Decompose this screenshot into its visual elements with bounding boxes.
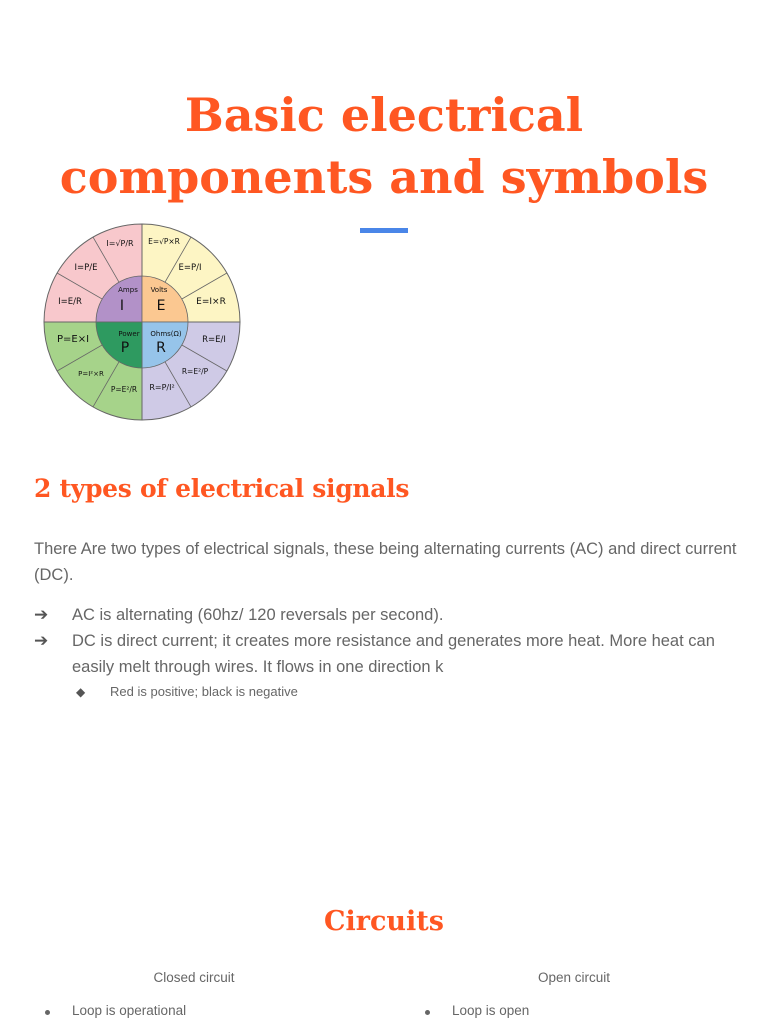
bullet-text-ac: AC is alternating (60hz/ 120 reversals per second). [72, 606, 444, 624]
formula-r-e2-over-p: R=E²/P [181, 367, 209, 376]
formula-r-p-over-i2: R=P/I² [149, 383, 175, 392]
title-line-1: Basic electrical [184, 88, 584, 142]
closed-circuit-item: Loop is operational [72, 1003, 187, 1018]
list-item [34, 628, 744, 680]
formula-p-i2-r: P=I²×R [78, 370, 104, 378]
bullet-dot-icon [425, 1010, 430, 1015]
amps-label: Amps [118, 286, 138, 294]
bullet-text-dc: DC is direct current; it creates more resistance and generates more heat. More heat can easily melt through wires. It flows in one direction k [72, 632, 715, 676]
title-divider [360, 228, 408, 233]
list-item [34, 602, 744, 628]
formula-e-p-over-i: E=P/I [178, 263, 202, 273]
signals-bullet-list [34, 602, 744, 703]
arrow-icon: ➔ [34, 605, 49, 624]
ohms-law-wheel [42, 222, 242, 422]
formula-p-e-i: P=E×I [56, 334, 90, 345]
ohms-label: Ohms(Ω) [150, 330, 182, 338]
arrow-icon: ➔ [34, 631, 49, 650]
circuits-heading: Circuits [324, 906, 444, 937]
power-label: Power [118, 330, 140, 338]
open-circuit-item: Loop is open [452, 1003, 530, 1018]
signals-heading: 2 types of electrical signals [34, 474, 410, 503]
open-circuit-label: Open circuit [537, 970, 611, 985]
bullet-dot-icon [45, 1010, 50, 1015]
sub-list-item [34, 681, 744, 703]
formula-r-e-over-i: R=E/I [202, 335, 226, 345]
ohms-symbol: R [156, 340, 166, 356]
power-symbol: P [120, 340, 130, 356]
signals-paragraph: There Are two types of electrical signals, these being alternating currents (AC) and direct current (DC). [34, 540, 737, 584]
formula-p-e2-over-r: P=E²/R [110, 385, 138, 394]
formula-e-i-r: E=I×R [196, 297, 226, 307]
title-line-2: components and symbols [59, 150, 709, 204]
formula-e-sqrt-pr: E=√P×R [148, 237, 180, 246]
amps-symbol: I [119, 298, 125, 314]
closed-circuit-label: Closed circuit [153, 970, 235, 985]
formula-i-sqrt-p-over-r: I=√P/R [106, 239, 134, 248]
volts-label: Volts [150, 286, 168, 294]
diamond-icon: ◆ [76, 685, 86, 699]
sub-bullet-text: Red is positive; black is negative [110, 684, 298, 699]
formula-i-e-over-r: I=E/R [58, 297, 82, 307]
formula-i-p-over-e: I=P/E [74, 263, 98, 273]
page-title [0, 84, 768, 208]
volts-symbol: E [156, 298, 166, 314]
